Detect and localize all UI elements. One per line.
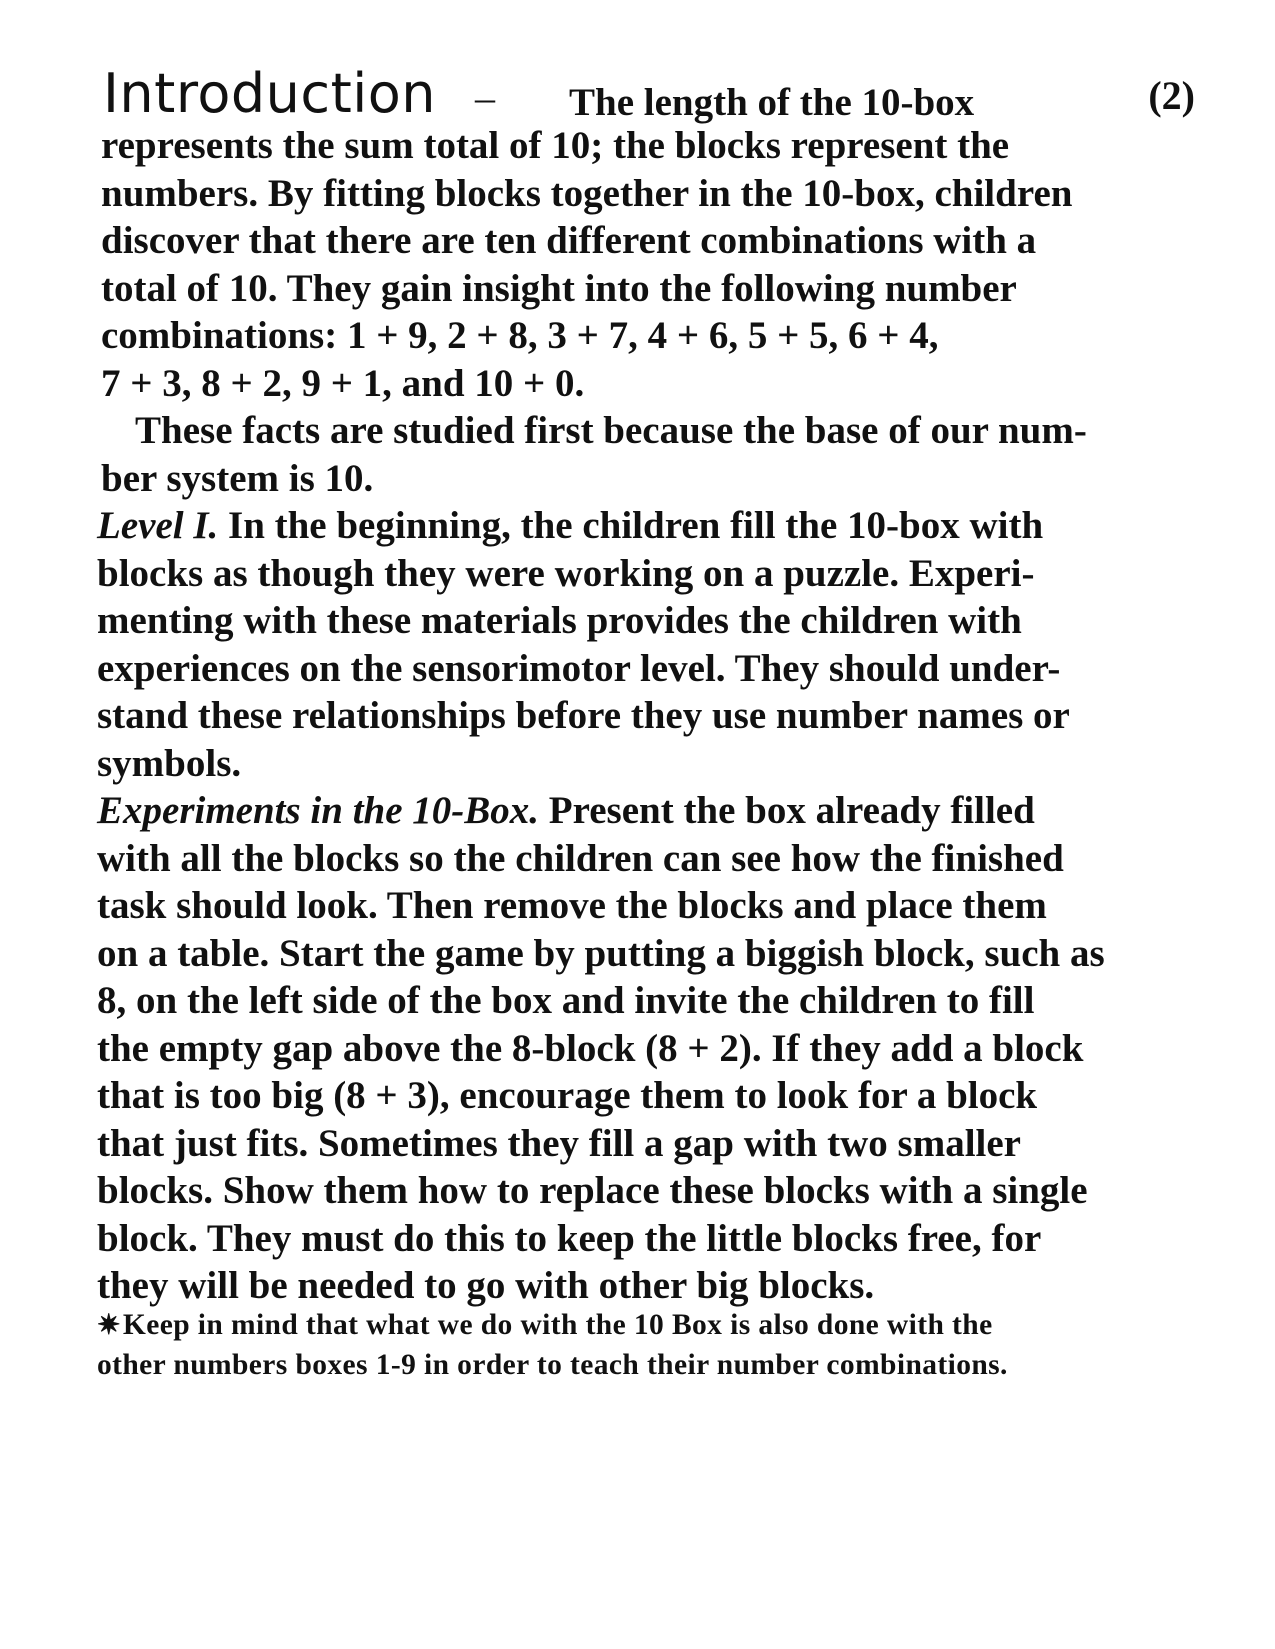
level-1-first-line: In the beginning, the children fill the 10-box with	[228, 504, 1044, 547]
text-line: the empty gap above the 8-block (8 + 2). If they add a block	[97, 1026, 1084, 1070]
text-line: with all the blocks so the children can see how the finished	[97, 836, 1064, 880]
text-line: menting with these materials provides the children with	[97, 599, 1022, 642]
text-line: combinations: 1 + 9, 2 + 8, 3 + 7, 4 + 6, 5 + 5, 6 + 4,	[101, 314, 939, 357]
text-line: they will be needed to go with other big blocks.	[97, 1264, 875, 1307]
footnote-line-2: other numbers boxes 1-9 in order to teach their number combinations.	[97, 1349, 1008, 1381]
text-line: stand these relationships before they use number names or	[97, 694, 1070, 737]
text-line: represents the sum total of 10; the blocks represent the	[101, 124, 1010, 167]
section-title: Introduction	[103, 62, 437, 125]
footnote-line-1	[97, 1305, 1197, 1345]
text-line: 8, on the left side of the box and invite the children to fill	[97, 979, 1035, 1022]
text-line: These facts are studied first because the base of our num-	[135, 409, 1087, 452]
star-icon: ✷	[97, 1310, 121, 1341]
experiments-paragraph-start	[97, 787, 1147, 835]
page-header	[103, 58, 1195, 130]
text-line: that is too big (8 + 3), encourage them to look for a block	[97, 1074, 1038, 1117]
body-text	[97, 122, 1147, 1310]
level-1-heading: Level I.	[97, 504, 219, 547]
level-1-paragraph-start	[97, 502, 1147, 550]
title-dash: –	[475, 75, 495, 120]
text-line: that just fits. Sometimes they fill a gap with two smaller	[97, 1121, 1021, 1165]
experiments-first-line: Present the box already filled	[548, 789, 1035, 832]
text-line: ber system is 10.	[101, 456, 374, 500]
text-line: block. They must do this to keep the little blocks free, for	[97, 1216, 1042, 1260]
page-number: (2)	[1148, 73, 1195, 118]
text-line: 7 + 3, 8 + 2, 9 + 1, and 10 + 0.	[101, 361, 585, 405]
text-line: blocks as though they were working on a puzzle. Experi-	[97, 551, 1035, 595]
text-line: total of 10. They gain insight into the following number	[101, 266, 1017, 310]
text-line: symbols.	[97, 741, 242, 785]
text-line: numbers. By fitting blocks together in the 10-box, children	[101, 171, 1073, 215]
text-line: blocks. Show them how to replace these blocks with a single	[97, 1169, 1088, 1212]
text-line: on a table. Start the game by putting a biggish block, such as	[97, 931, 1105, 975]
experiments-heading: Experiments in the 10-Box.	[97, 789, 540, 832]
text-line: experiences on the sensorimotor level. They should under-	[97, 646, 1061, 690]
text-line: task should look. Then remove the blocks and place them	[97, 884, 1047, 927]
text-line: discover that there are ten different combinations with a	[101, 219, 1037, 262]
footnote	[97, 1305, 1197, 1385]
footnote-text-1: Keep in mind that what we do with the 10 Box is also done with the	[122, 1309, 993, 1341]
header-lead-text: The length of the 10-box	[569, 81, 975, 124]
